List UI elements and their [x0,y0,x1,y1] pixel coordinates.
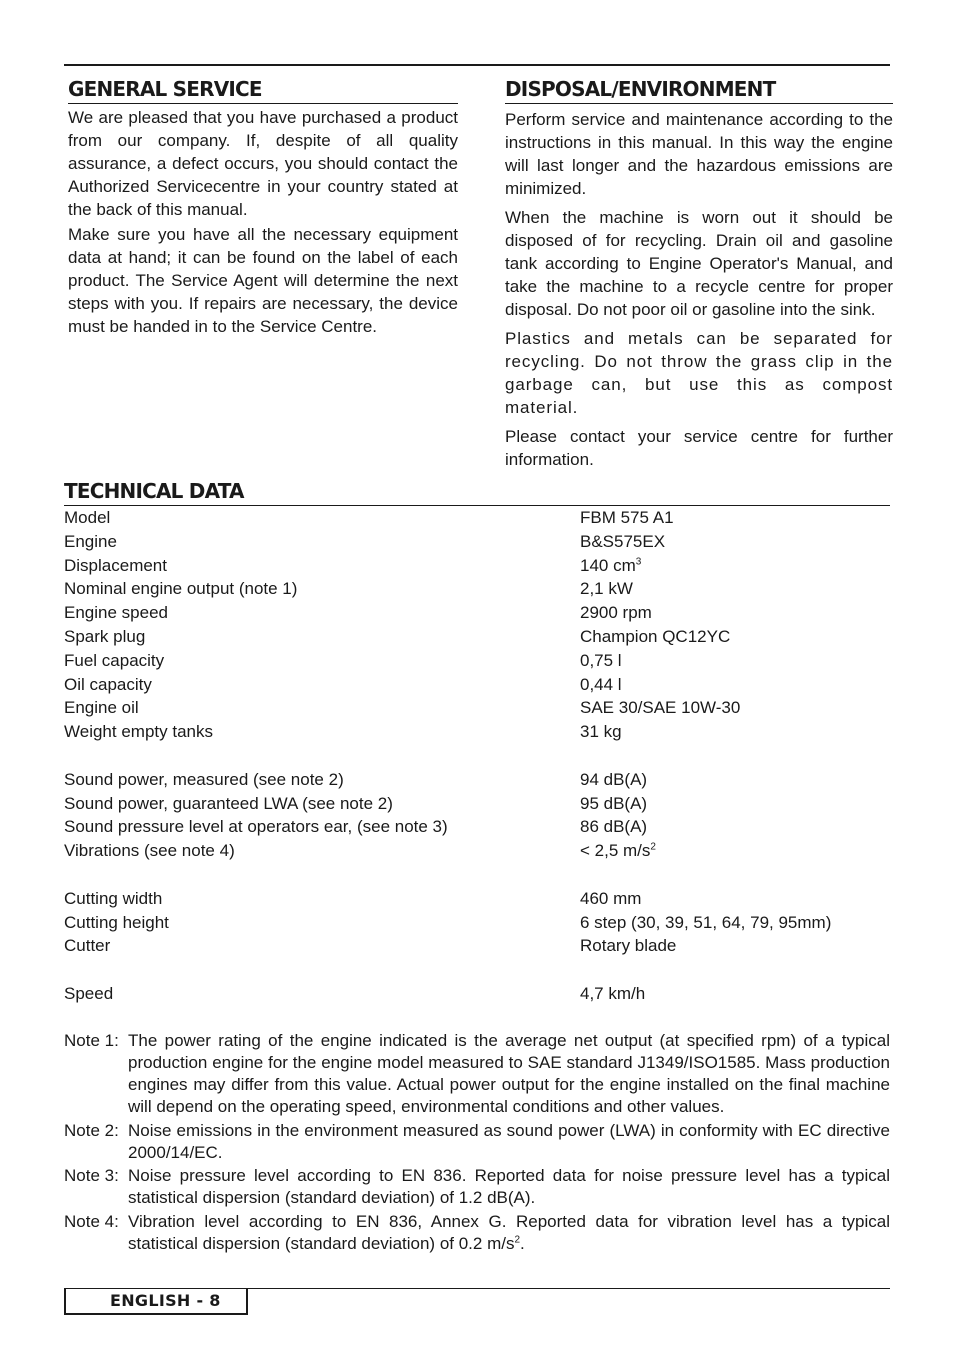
spec-value-text: 94 dB(A) [580,769,648,789]
spec-label: Cutter [64,936,111,956]
spec-label: Model [64,508,111,527]
spec-value [580,673,622,697]
page-footer [64,1289,248,1315]
note-text [128,1030,890,1118]
spec-value-text: 86 dB(A) [580,817,648,837]
spec-value-text: Rotary blade [580,936,677,956]
spec-value-text: < 2,5 m/s [580,841,651,861]
note-item [64,1030,890,1118]
general-service-heading: GENERAL SERVICE [68,74,458,104]
spec-value-text: 31 kg [580,722,622,742]
table-spacer [64,863,890,887]
spec-value-text: FBM 575 A1 [580,508,674,527]
table-row [64,649,890,673]
spec-value-superscript: 2 [650,841,656,853]
spec-value [580,649,622,673]
table-row [64,673,890,697]
disposal-paragraph: When the machine is worn out it should be disposed of for recycling. Drain oil and gasoline tank according to Engine Operator's Manual, and take the machine to a recycle centre for proper disposal. Do not poor oil or gasoline into the sink. [505,208,893,319]
spec-value-text: 4,7 km/h [580,983,646,1003]
note-text-body: Vibration level according to EN 836, Annex G. Reported data for vibration level has a typical statistical dispersion (standard deviation) of 0.2 m/s [128,1211,890,1253]
top-rule [64,64,890,66]
note-item [64,1120,890,1164]
spec-label: Sound power, measured (see note 2) [64,769,344,789]
spec-label: Engine oil [64,698,139,718]
page-number-label: ENGLISH - 8 [110,1291,221,1310]
table-row [64,982,890,1006]
note-text [128,1165,890,1209]
spec-value-text: B&S575EX [580,531,666,551]
spec-label: Oil capacity [64,674,152,694]
spec-value-text: 6 step (30, 39, 51, 64, 79, 95mm) [580,912,832,932]
spec-value [580,768,647,792]
note-text-body: Noise emissions in the environment measured as sound power (LWA) in conformity with EC directive 2000/14/EC. [128,1120,890,1162]
disposal-paragraph: Please contact your service centre for further information. [505,427,893,469]
spec-label: Spark plug [64,626,146,646]
table-spacer [64,958,890,982]
note-text-body: The power rating of the engine indicated is the average net output (at specified rpm) of a typical production engine for the engine model measured to SAE standard J1349/ISO1585. Mass production engines may differ from this value. Actual power output for the engine installed on the final machine will depend on the operating speed, environmental conditions and other values. [128,1031,890,1116]
spec-value-text: 0,75 l [580,650,622,670]
spec-value [580,530,665,554]
note-label: Note 3: [64,1166,119,1185]
spec-value [580,911,831,935]
note-label: Note 4: [64,1211,119,1231]
note-item [64,1211,890,1255]
table-row [64,601,890,625]
table-row [64,934,890,958]
spec-label: Weight empty tanks [64,722,213,742]
note-text-body: Noise pressure level according to EN 836. Reported data for noise pressure level has a typical statistical dispersion (standard deviation) of 1.2 dB(A). [128,1166,890,1207]
spec-label: Nominal engine output (note 1) [64,579,298,599]
note-superscript: 2 [514,1233,521,1245]
spec-value-text: SAE 30/SAE 10W-30 [580,698,741,718]
general-service-paragraph: Make sure you have all the necessary equipment data at hand; it can be found on the label of each product. The Service Agent will determine the next steps with you. If repairs are necessary, the device must be handed in to the Service Centre. [68,225,458,336]
spec-value [580,815,647,839]
note-label: Note 2: [64,1120,119,1140]
note-text [128,1211,890,1255]
spec-value-text: 2900 rpm [580,603,652,623]
table-row [64,887,890,911]
disposal-section [505,74,893,477]
spec-value [580,506,674,530]
notes-section [64,1030,890,1256]
spec-value-superscript: 3 [635,555,642,567]
spec-value [580,720,622,744]
spec-value-text: 2,1 kW [580,579,633,599]
disposal-heading: DISPOSAL/ENVIRONMENT [505,74,893,104]
spec-label: Sound power, guaranteed LWA (see note 2) [64,793,393,813]
spec-label: Displacement [64,555,167,575]
spec-value [580,696,740,720]
spec-label: Engine speed [64,603,168,623]
table-row [64,911,890,935]
technical-data-table [64,506,890,1006]
spec-value-text: 95 dB(A) [580,793,648,813]
general-service-paragraph: We are pleased that you have purchased a product from our company. If, despite of all quality assurance, a defect occurs, you should contact the Authorized Servicecentre in your country stated at the back of this manual. [68,108,458,219]
spec-label: Cutting height [64,912,169,932]
spec-value [580,577,633,601]
technical-data-section [64,478,890,1006]
spec-value [580,792,647,816]
spec-label: Vibrations (see note 4) [64,841,235,861]
spec-value-text: 140 cm [580,555,636,575]
technical-data-heading: TECHNICAL DATA [64,478,890,506]
disposal-paragraph: Perform service and maintenance according to the instructions in this manual. In this way the engine will last longer and the hazardous emissions are minimized. [505,110,893,198]
spec-value-text: 0,44 l [580,674,622,694]
spec-label: Speed [64,983,114,1003]
table-row [64,625,890,649]
spec-value [580,601,652,625]
spec-value [580,625,730,649]
table-row [64,815,890,839]
spec-label: Engine [64,531,117,551]
spec-label: Cutting width [64,888,163,908]
table-row [64,506,890,530]
table-row [64,577,890,601]
table-row [64,792,890,816]
table-spacer [64,744,890,768]
spec-value [580,982,645,1006]
spec-value [580,554,641,578]
spec-value-text: 460 mm [580,888,642,908]
spec-value [580,934,676,958]
spec-value [580,839,656,863]
table-row [64,839,890,863]
disposal-paragraph: Plastics and metals can be separated for recycling. Do not throw the grass clip in the garbage can, but use this as compost material. [505,329,893,417]
note-suffix: . [520,1233,525,1253]
spec-label: Fuel capacity [64,650,165,670]
general-service-section [68,74,458,340]
note-item [64,1165,890,1209]
table-row [64,530,890,554]
table-row [64,768,890,792]
table-row [64,554,890,578]
note-text [128,1120,890,1164]
spec-value-text: Champion QC12YC [580,626,731,646]
note-label: Note 1: [64,1031,119,1050]
table-row [64,696,890,720]
spec-label: Sound pressure level at operators ear, (see note 3) [64,817,448,837]
table-row [64,720,890,744]
spec-value [580,887,641,911]
